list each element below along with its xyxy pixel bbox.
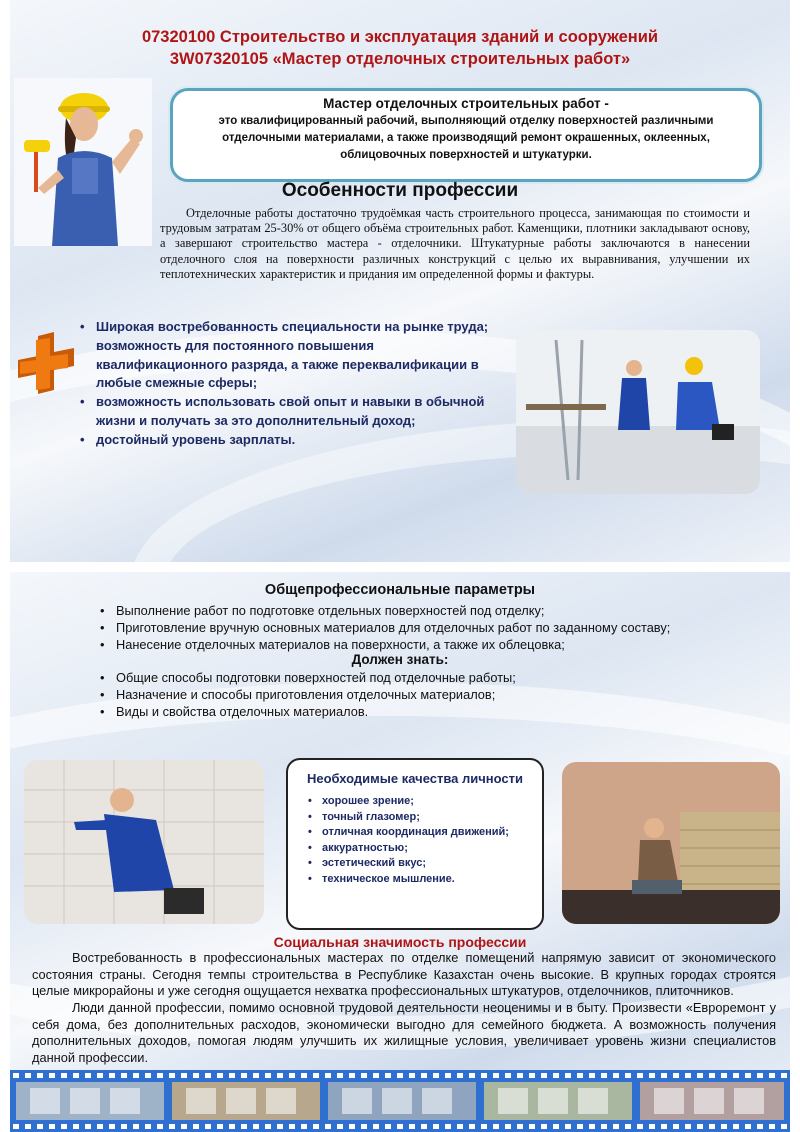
definition-title: Мастер отделочных строительных работ - — [323, 96, 609, 111]
list-item: • достойный уровень зарплаты. — [80, 431, 500, 450]
list-item: • хорошее зрение; — [308, 794, 542, 810]
list-item: • Выполнение работ по подготовке отдельных поверхностей под отделку; — [96, 602, 776, 619]
advantages-list — [80, 318, 500, 450]
must-know-title: Должен знать: — [351, 652, 449, 667]
list-item: возможность для постоянного повышения квалификационного разряда, а также переквалификации в любые смежные сферы; — [96, 337, 479, 391]
worker-stone-wall-photo — [562, 762, 780, 924]
list-item: • Назначение и способы приготовления отделочных материалов; — [96, 686, 776, 703]
list-item: • отличная координация движений; — [308, 825, 542, 841]
list-item: • Виды и свойства отделочных материалов. — [96, 703, 776, 720]
header-line-1: 07320100 Строительство и эксплуатация зданий и сооружений — [141, 28, 659, 46]
social-title: Социальная значимость профессии — [273, 934, 527, 950]
list-item: • Широкая востребованность специальности на рынке труда; — [80, 318, 500, 337]
list-item: • эстетический вкус; — [308, 856, 542, 872]
bottom-panel — [10, 572, 790, 1132]
top-panel — [10, 0, 790, 562]
list-item: • точный глазомер; — [308, 810, 542, 826]
header-line-2: 3W07320105 «Мастер отделочных строительных работ» — [169, 50, 631, 68]
definition-box — [170, 88, 762, 182]
social-paragraph-2: Люди данной профессии, помимо основной трудовой деятельности неоценимы и в быту. Произвести «Евроремонт у себя дома, без дополнительных расходов, экономически выгодно для семейного бюджета. А возможность получения дополнительных доходов, помогая людям улучшить их жилищные условия, увеличивает уровень жизни специалистов данной профессии. — [32, 1000, 776, 1065]
general-list — [96, 602, 776, 654]
list-item: • техническое мышление. — [308, 872, 542, 888]
list-item: • возможность использовать свой опыт и навыки в обычной жизни и получать за это дополнительный доход; — [80, 393, 500, 431]
list-item: • Нанесение отделочных материалов на поверхности, а также их облецовка; — [96, 636, 776, 653]
workers-tiling-photo — [516, 330, 760, 494]
filmstrip — [10, 1070, 790, 1132]
worker-wall-tiling-photo — [24, 760, 264, 924]
qualities-list — [308, 794, 542, 888]
qualities-box — [286, 758, 544, 930]
features-text: Отделочные работы достаточно трудоёмкая часть строительного процесса, занимающая по стоимости и трудовым затратам 25-30% от общего объёма строительных работ. Каменщики, плотники закладывают основу, а завершают строительство мастера - отделочники. Штукатурные работы заключаются в нанесении отделочного слоя на поверхности различных конструкций с целью их выравнивания, улучшении их теплотехнических характеристик и придания им определенной формы и фактуры. — [160, 206, 750, 281]
worker-woman-image — [14, 78, 152, 246]
list-item: • Приготовление вручную основных материалов для отделочных работ по заданному составу; — [96, 619, 776, 636]
definition-text: это квалифицированный рабочий, выполняющий отделку поверхностей различными отделочными материалами, а также производящий ремонт окрашенных, оклеенных, облицовочных поверхностей и штукатурки. — [218, 115, 714, 161]
plus-icon — [14, 332, 80, 402]
social-paragraph-1: Востребованность в профессиональных мастерах по отделке помещений напрямую зависит от экономического состояния страны. Сегодня темпы строительства в Республике Казахстан очень высокие. В крупных городах строятся целые микрорайоны и уже сегодня ощущается нехватка профессиональных штукатуров, отделочников, плиточников. — [32, 950, 776, 999]
must-know-list — [96, 669, 776, 721]
list-item: • аккуратностью; — [308, 841, 542, 857]
list-item: • Общие способы подготовки поверхностей под отделочные работы; — [96, 669, 776, 686]
qualities-title: Необходимые качества личности — [306, 771, 524, 786]
general-title: Общепрофессиональные параметры — [264, 582, 536, 598]
features-title: Особенности профессии — [281, 180, 519, 201]
